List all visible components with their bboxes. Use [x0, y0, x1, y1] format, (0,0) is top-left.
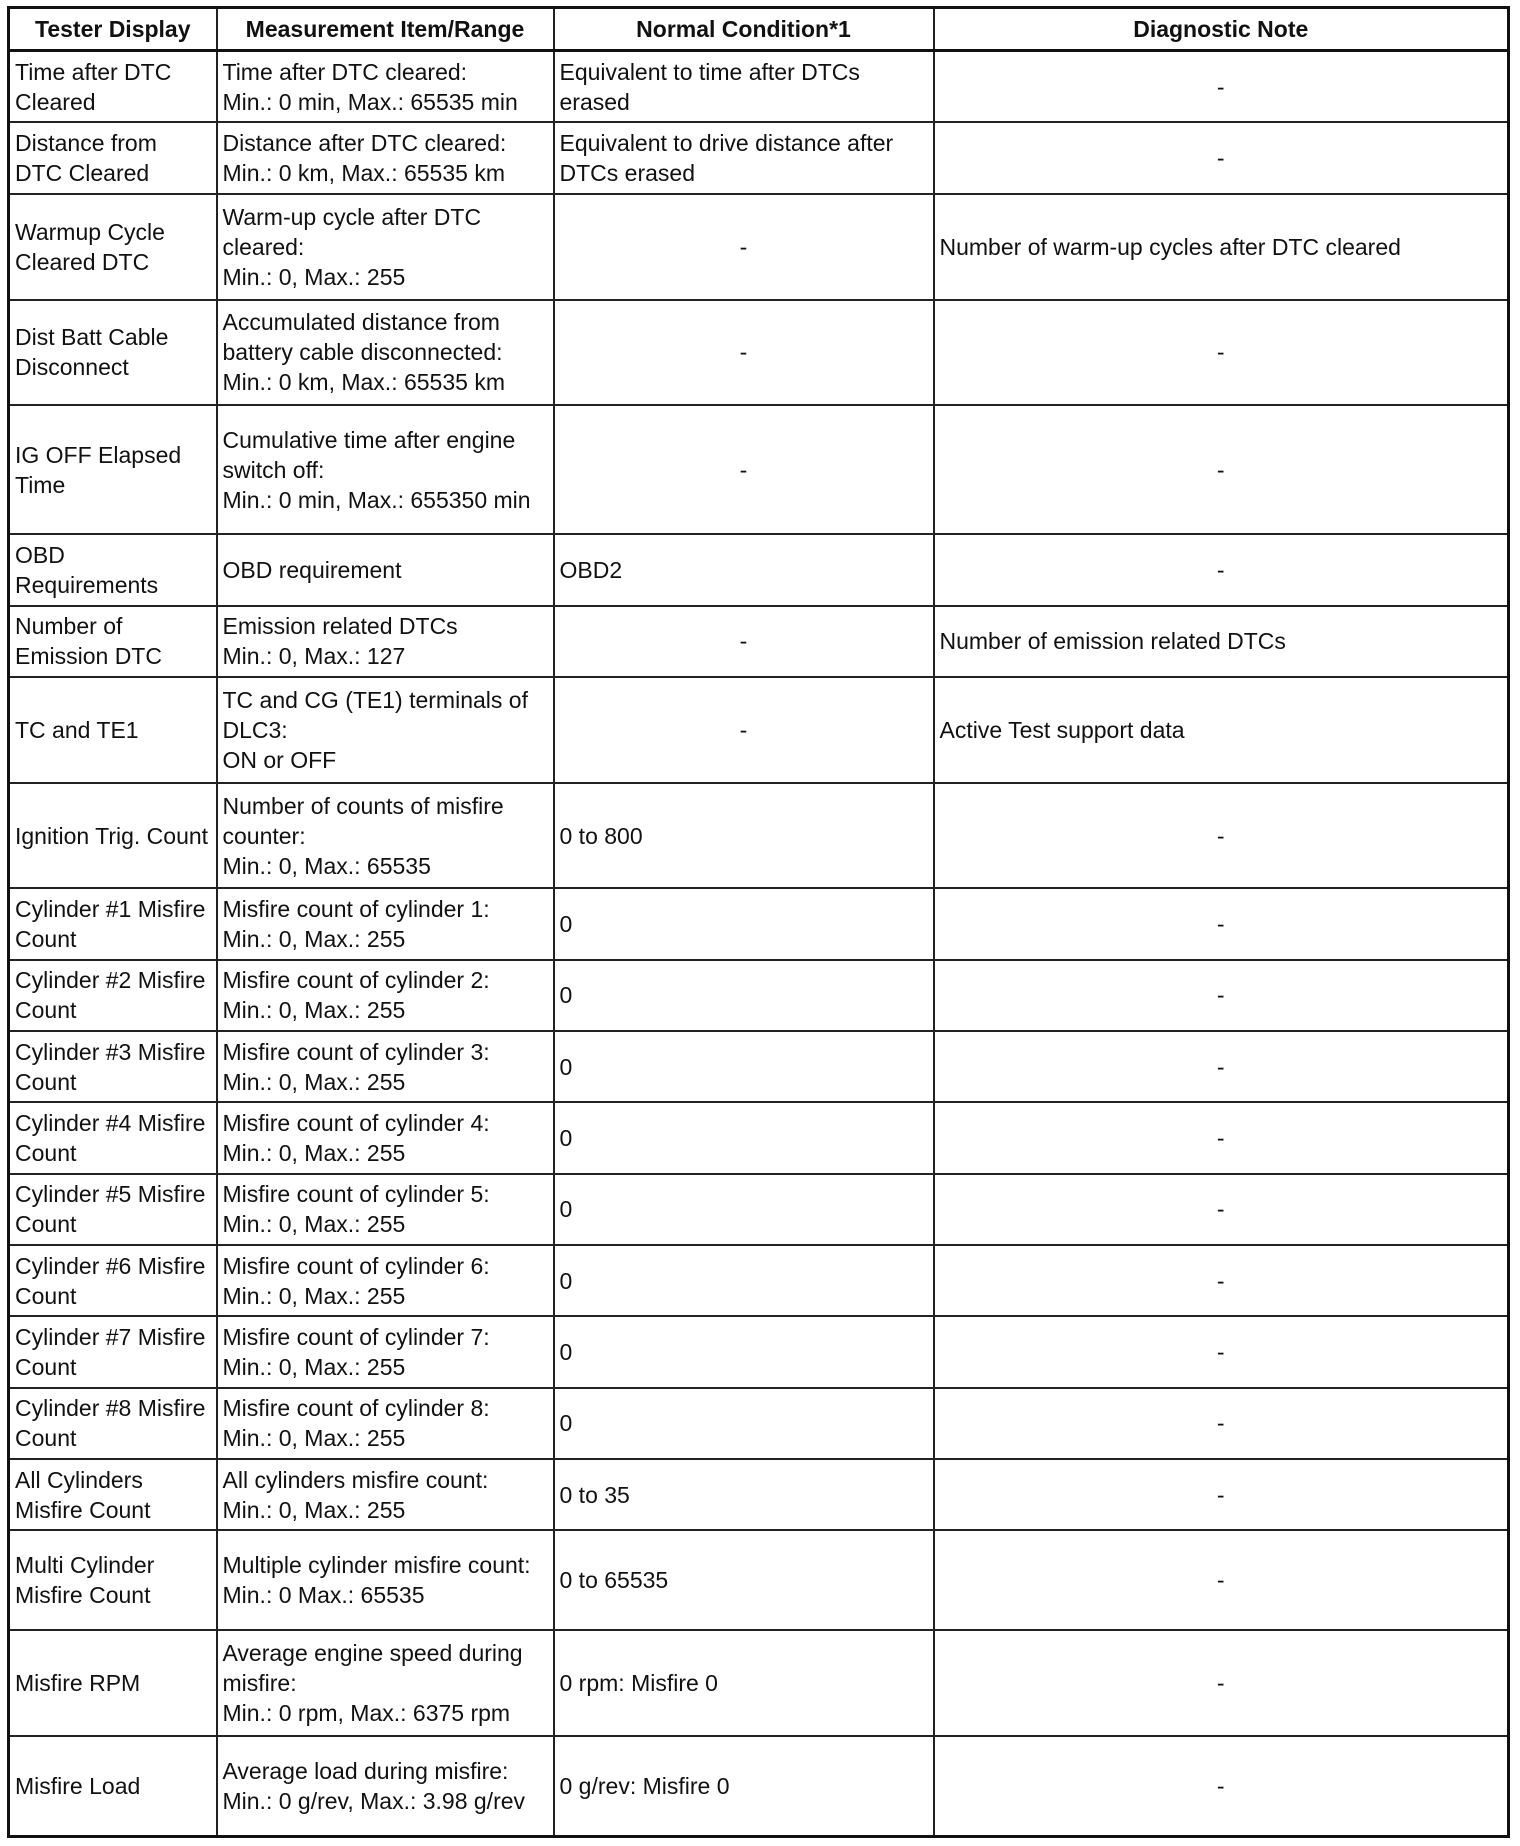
cell-tester-display: Misfire RPM — [9, 1630, 217, 1736]
cell-diagnostic-note: - — [934, 51, 1509, 123]
table-row — [9, 405, 1509, 534]
cell-diagnostic-note: - — [934, 1530, 1509, 1630]
table-row — [9, 300, 1509, 406]
cell-normal-condition: 0 rpm: Misfire 0 — [554, 1630, 934, 1736]
cell-normal-condition: 0 — [554, 1031, 934, 1102]
cell-measurement-range: Emission related DTCs Min.: 0, Max.: 127 — [217, 606, 554, 677]
cell-diagnostic-note: - — [934, 888, 1509, 959]
table-row — [9, 1031, 1509, 1102]
cell-tester-display: Number of Emission DTC — [9, 606, 217, 677]
table-body — [9, 51, 1509, 1837]
cell-tester-display: Warmup Cycle Cleared DTC — [9, 194, 217, 300]
cell-measurement-range: Accumulated distance from battery cable disconnected: Min.: 0 km, Max.: 65535 km — [217, 300, 554, 406]
cell-normal-condition: 0 — [554, 1316, 934, 1387]
cell-diagnostic-note: Number of emission related DTCs — [934, 606, 1509, 677]
cell-diagnostic-note: - — [934, 1388, 1509, 1459]
data-list-table — [7, 6, 1510, 1838]
table-row — [9, 1459, 1509, 1530]
cell-measurement-range: Misfire count of cylinder 1: Min.: 0, Max.: 255 — [217, 888, 554, 959]
cell-normal-condition: 0 — [554, 1245, 934, 1316]
cell-normal-condition: 0 — [554, 960, 934, 1031]
cell-normal-condition: - — [554, 606, 934, 677]
table-row — [9, 51, 1509, 123]
cell-tester-display: Cylinder #4 Misfire Count — [9, 1102, 217, 1173]
cell-tester-display: IG OFF Elapsed Time — [9, 405, 217, 534]
cell-diagnostic-note: - — [934, 300, 1509, 406]
cell-diagnostic-note: - — [934, 1459, 1509, 1530]
cell-normal-condition: Equivalent to time after DTCs erased — [554, 51, 934, 123]
cell-tester-display: Cylinder #2 Misfire Count — [9, 960, 217, 1031]
cell-normal-condition: Equivalent to drive distance after DTCs erased — [554, 122, 934, 193]
cell-normal-condition: - — [554, 405, 934, 534]
cell-tester-display: Dist Batt Cable Disconnect — [9, 300, 217, 406]
table-row — [9, 1174, 1509, 1245]
cell-tester-display: Distance from DTC Cleared — [9, 122, 217, 193]
cell-measurement-range: OBD requirement — [217, 534, 554, 605]
cell-measurement-range: Distance after DTC cleared: Min.: 0 km, Max.: 65535 km — [217, 122, 554, 193]
cell-measurement-range: All cylinders misfire count: Min.: 0, Max.: 255 — [217, 1459, 554, 1530]
cell-measurement-range: Warm-up cycle after DTC cleared: Min.: 0, Max.: 255 — [217, 194, 554, 300]
cell-measurement-range: Time after DTC cleared: Min.: 0 min, Max.: 65535 min — [217, 51, 554, 123]
header-diagnostic-note: Diagnostic Note — [934, 8, 1509, 51]
cell-diagnostic-note: - — [934, 1102, 1509, 1173]
table-row — [9, 122, 1509, 193]
cell-diagnostic-note: Active Test support data — [934, 677, 1509, 783]
cell-measurement-range: Average load during misfire: Min.: 0 g/rev, Max.: 3.98 g/rev — [217, 1736, 554, 1836]
cell-normal-condition: 0 — [554, 1174, 934, 1245]
cell-normal-condition: 0 — [554, 888, 934, 959]
cell-tester-display: Misfire Load — [9, 1736, 217, 1836]
cell-tester-display: Cylinder #5 Misfire Count — [9, 1174, 217, 1245]
cell-tester-display: OBD Requirements — [9, 534, 217, 605]
cell-normal-condition: - — [554, 194, 934, 300]
cell-normal-condition: - — [554, 677, 934, 783]
cell-diagnostic-note: - — [934, 1630, 1509, 1736]
cell-diagnostic-note: - — [934, 960, 1509, 1031]
cell-diagnostic-note: - — [934, 1174, 1509, 1245]
table-row — [9, 1245, 1509, 1316]
cell-normal-condition: 0 — [554, 1388, 934, 1459]
table-row — [9, 534, 1509, 605]
cell-normal-condition: - — [554, 300, 934, 406]
cell-measurement-range: Misfire count of cylinder 7: Min.: 0, Max.: 255 — [217, 1316, 554, 1387]
cell-measurement-range: Multiple cylinder misfire count: Min.: 0 Max.: 65535 — [217, 1530, 554, 1630]
cell-measurement-range: Number of counts of misfire counter: Min.: 0, Max.: 65535 — [217, 783, 554, 889]
cell-measurement-range: TC and CG (TE1) terminals of DLC3: ON or OFF — [217, 677, 554, 783]
cell-tester-display: Cylinder #1 Misfire Count — [9, 888, 217, 959]
cell-measurement-range: Misfire count of cylinder 4: Min.: 0, Max.: 255 — [217, 1102, 554, 1173]
table-row — [9, 1102, 1509, 1173]
cell-normal-condition: 0 to 65535 — [554, 1530, 934, 1630]
cell-measurement-range: Cumulative time after engine switch off: Min.: 0 min, Max.: 655350 min — [217, 405, 554, 534]
cell-diagnostic-note: Number of warm-up cycles after DTC cleared — [934, 194, 1509, 300]
table-row — [9, 783, 1509, 889]
cell-diagnostic-note: - — [934, 122, 1509, 193]
header-row — [9, 8, 1509, 51]
table-row — [9, 1630, 1509, 1736]
cell-normal-condition: 0 — [554, 1102, 934, 1173]
table-row — [9, 1316, 1509, 1387]
header-measurement-range: Measurement Item/Range — [217, 8, 554, 51]
cell-measurement-range: Misfire count of cylinder 3: Min.: 0, Max.: 255 — [217, 1031, 554, 1102]
cell-diagnostic-note: - — [934, 405, 1509, 534]
cell-tester-display: Cylinder #3 Misfire Count — [9, 1031, 217, 1102]
cell-normal-condition: 0 g/rev: Misfire 0 — [554, 1736, 934, 1836]
table-row — [9, 194, 1509, 300]
cell-tester-display: All Cylinders Misfire Count — [9, 1459, 217, 1530]
cell-measurement-range: Average engine speed during misfire: Min.: 0 rpm, Max.: 6375 rpm — [217, 1630, 554, 1736]
cell-diagnostic-note: - — [934, 1736, 1509, 1836]
table-row — [9, 1736, 1509, 1836]
cell-tester-display: Cylinder #8 Misfire Count — [9, 1388, 217, 1459]
cell-measurement-range: Misfire count of cylinder 6: Min.: 0, Max.: 255 — [217, 1245, 554, 1316]
table-row — [9, 606, 1509, 677]
cell-tester-display: Multi Cylinder Misfire Count — [9, 1530, 217, 1630]
table-row — [9, 677, 1509, 783]
header-tester-display: Tester Display — [9, 8, 217, 51]
cell-normal-condition: 0 to 800 — [554, 783, 934, 889]
cell-tester-display: Time after DTC Cleared — [9, 51, 217, 123]
table-row — [9, 1530, 1509, 1630]
cell-tester-display: TC and TE1 — [9, 677, 217, 783]
cell-measurement-range: Misfire count of cylinder 8: Min.: 0, Max.: 255 — [217, 1388, 554, 1459]
cell-normal-condition: OBD2 — [554, 534, 934, 605]
cell-tester-display: Cylinder #6 Misfire Count — [9, 1245, 217, 1316]
cell-tester-display: Cylinder #7 Misfire Count — [9, 1316, 217, 1387]
cell-diagnostic-note: - — [934, 534, 1509, 605]
cell-measurement-range: Misfire count of cylinder 5: Min.: 0, Max.: 255 — [217, 1174, 554, 1245]
table-row — [9, 1388, 1509, 1459]
header-normal-condition: Normal Condition*1 — [554, 8, 934, 51]
cell-tester-display: Ignition Trig. Count — [9, 783, 217, 889]
cell-diagnostic-note: - — [934, 783, 1509, 889]
cell-diagnostic-note: - — [934, 1031, 1509, 1102]
table-row — [9, 888, 1509, 959]
cell-diagnostic-note: - — [934, 1316, 1509, 1387]
cell-diagnostic-note: - — [934, 1245, 1509, 1316]
cell-measurement-range: Misfire count of cylinder 2: Min.: 0, Max.: 255 — [217, 960, 554, 1031]
table-row — [9, 960, 1509, 1031]
cell-normal-condition: 0 to 35 — [554, 1459, 934, 1530]
